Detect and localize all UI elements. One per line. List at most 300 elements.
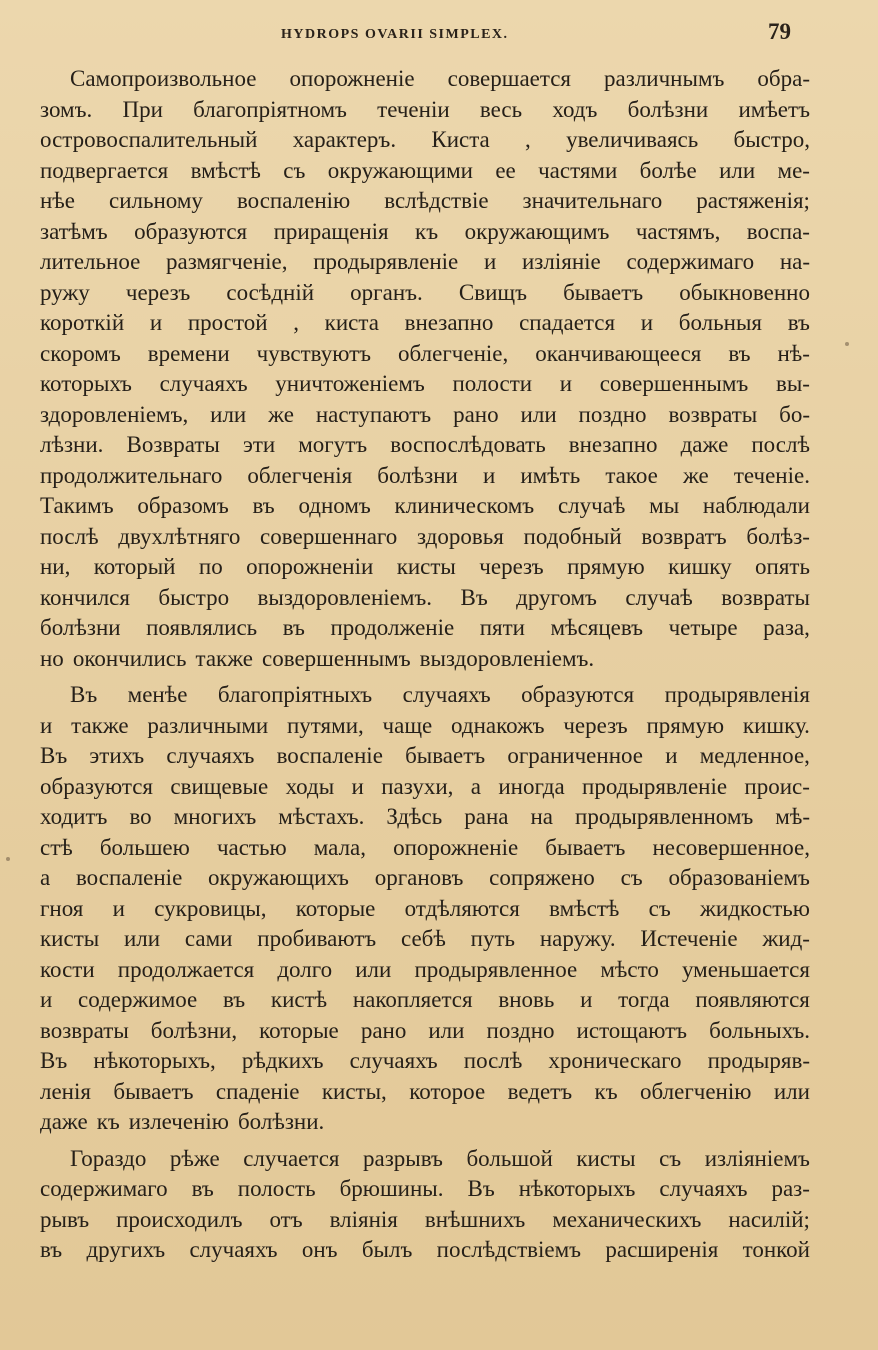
word: черезъ [563,712,628,738]
word: совершеннымъ [262,645,411,671]
text-line [40,613,810,644]
word: подвергается [40,157,169,183]
word: онъ [301,1237,338,1262]
word: однакожъ [451,712,545,738]
word: ружу [40,279,90,305]
word: продырявленія [664,682,810,707]
word: Въ [70,682,98,707]
word: которые [259,1017,339,1043]
word: органовъ [374,865,464,890]
word: имѣть [520,462,581,488]
word: образованіемъ [668,865,810,890]
word: который [93,554,176,579]
word: ходъ [552,96,598,122]
word: частью [216,834,287,860]
word: случаѣ [557,493,626,518]
word: выздоровленіемъ. [419,645,595,671]
word: жидкостью [700,895,810,921]
word: во [129,804,152,829]
word: продолженіе [330,615,455,640]
word: чувствуютъ [256,340,372,366]
text-line [40,833,810,864]
word: иногда [498,773,565,799]
word: вновь [498,987,555,1012]
word: рѣже [169,1145,220,1171]
text-line [40,1235,810,1266]
text-line [40,552,810,583]
word: медленное, [699,743,810,768]
word: случаяхъ [402,682,491,707]
word: эти [242,432,276,457]
text-line [40,125,810,156]
word: сильному [109,188,203,213]
word: содержимаго [626,249,755,274]
word: быстро, [733,127,810,152]
word: жид- [762,926,810,951]
text-line [40,339,810,370]
word: кончился [40,584,130,610]
word: происходилъ [116,1206,243,1232]
word: болѣз- [746,523,810,549]
word: къ [96,1109,120,1134]
paragraph [40,1144,810,1266]
word: мала, [313,834,367,860]
word: или [773,1078,810,1104]
word: образуются [40,773,154,799]
word: долго [277,956,333,982]
word: и [483,249,497,274]
word: Въ [467,1176,495,1201]
word: частямъ, [635,218,721,244]
word: кисты [576,1145,636,1171]
word: въ [282,615,305,640]
word: Свищъ [458,279,527,305]
word: бываетъ [405,743,486,768]
word: случаяхъ [159,371,248,396]
word: , [525,127,531,152]
word: бываетъ [563,279,644,305]
word: къ [415,218,439,244]
word: по [198,554,223,579]
word: Такимъ [40,493,114,518]
word: болѣзни [377,462,458,488]
text-line [40,863,810,894]
text-line [40,430,810,461]
word: могутъ [298,432,368,457]
word: тонкой [742,1237,810,1262]
word: Гораздо [70,1145,147,1171]
word: мѣ- [775,804,810,829]
word: и [665,743,678,768]
word: воспаленію [236,188,351,213]
word: кисты [396,554,456,579]
word: обра- [757,66,810,91]
word: кисты [40,926,100,951]
word: спаденіе [215,1078,300,1104]
word: совершается [447,66,571,91]
word: съ [648,895,671,921]
word: несовершенное, [652,834,810,860]
word: мѣсяцевъ [550,615,644,640]
body-text [40,64,810,1272]
word: же [682,462,709,488]
word: быстро [158,584,230,610]
text-line [40,741,810,772]
word: вмѣстѣ [549,895,620,921]
word: большею [99,834,190,860]
word: черезъ [125,279,191,305]
word: послѣ [751,432,810,457]
text-line [40,772,810,803]
word: истощаютъ [576,1017,688,1043]
word: подобный [523,523,622,549]
word: прямую [646,712,725,738]
word: содержимаго [40,1176,168,1201]
word: наружу. [539,926,616,951]
word: здоровленіемъ, [40,401,189,427]
word: лѣзни. [40,432,104,457]
text-line [40,802,810,833]
word: этихъ [89,743,145,768]
word: чаще [382,712,433,738]
word: окружающихъ [208,865,349,890]
word: изліяніемъ [704,1145,810,1171]
word: болѣзни, [150,1017,238,1043]
word: различнымъ [604,66,725,91]
paragraph [40,64,810,674]
word: рано [360,1017,407,1043]
word: также [195,645,254,671]
word: и [559,371,573,396]
word: и [40,712,53,738]
word: мѣстахъ. [278,804,365,829]
word: ме- [777,157,810,183]
word: послѣ [463,1048,523,1073]
word: въ [222,987,246,1012]
text-line [40,369,810,400]
word: имѣетъ [738,96,810,122]
word: менѣе [127,682,188,707]
word: на [530,804,554,829]
text-line [40,680,810,711]
word: появлялись [146,615,258,640]
word: продырявленномъ [575,804,754,829]
word: послѣ [40,523,99,549]
text-line [40,64,810,95]
word: спадается [519,310,616,335]
text-line [40,308,810,339]
word: обыкновенно [679,279,810,305]
word: простой [187,310,268,335]
word: многихъ [173,804,257,829]
word: пробиваютъ [257,926,377,951]
word: и [351,773,364,799]
word: При [122,96,163,122]
word: продырявленіе [313,249,459,274]
word: четыре [668,615,738,640]
word: бо- [779,401,810,427]
word: Въ [460,584,488,610]
word: которые [295,895,376,921]
word: Возвраты [126,432,220,457]
word: и [149,310,163,335]
word: вмѣстѣ [190,157,261,183]
word: благопріятныхъ [217,682,373,707]
word: характеръ. [292,127,397,152]
text-line [40,1077,810,1108]
word: окружающими [327,157,473,183]
word: излеченію [128,1109,229,1134]
word: стѣ [40,834,73,860]
word: пяти [479,615,525,640]
word: въ [787,310,810,335]
word: киста [324,310,379,335]
word: себѣ [400,926,446,951]
word: и [40,987,53,1012]
word: облегченія [247,462,353,488]
word: опорожненіе [289,66,415,91]
word: облегченію [640,1078,752,1104]
word: въ [728,340,751,366]
word: образуются [521,682,635,707]
text-line [40,400,810,431]
word: уменьшается [681,956,810,982]
word: сосѣдній [226,279,315,305]
text-line [40,894,810,925]
word: нѣ- [777,340,810,366]
word: островоспалительный [40,127,258,152]
word: скоромъ [40,340,121,366]
word: путь [470,926,516,951]
word: благопріятномъ [193,96,347,122]
word: и [482,462,496,488]
word: а [40,865,51,890]
word: такое [605,462,658,488]
text-line [40,491,810,522]
word: вслѣдствіе [384,188,489,213]
word: другомъ [516,584,597,610]
word: раза, [763,615,810,640]
word: случаѣ [625,584,693,610]
word: совершеннаго [260,523,398,549]
text-line [40,1016,810,1047]
word: значительнаго [522,188,663,213]
word: окончились [72,645,187,671]
word: болѣзни [627,96,709,122]
word: продырявленное [414,956,578,982]
text-line [40,1107,810,1138]
word: приращенія [273,218,389,244]
word: накопляется [352,987,473,1012]
word: содержимое [78,987,198,1012]
running-head [0,19,878,52]
word: Здѣсь [386,804,443,829]
word: ограниченное [507,743,644,768]
word: кишку. [742,712,810,738]
word: вліянія [329,1206,398,1232]
word: образомъ [137,493,229,518]
word: уничтоженіемъ [275,371,425,396]
word: тогда [618,987,670,1012]
word: здоровья [417,523,504,549]
word: проис- [744,773,810,799]
word: весь [479,96,523,122]
text-line [40,955,810,986]
word: теченіи [377,96,450,122]
word: продырявленіе [582,773,728,799]
word: ведетъ [507,1078,573,1104]
word: продолжительнаго [40,462,223,488]
word: въ [40,1237,63,1262]
paper-speck [6,857,10,861]
text-line [40,278,810,309]
word: которыхъ [40,371,132,396]
word: отдѣляются [404,895,520,921]
word: даже [40,1109,88,1134]
word: поздно [486,1017,555,1043]
word: вы- [775,371,810,396]
word: клиническомъ [394,493,535,518]
word: Въ [40,1048,68,1073]
word: затѣмъ [40,218,108,244]
word: кистѣ [270,987,328,1012]
word: сами [184,926,233,951]
word: нѣкоторыхъ [518,1176,636,1201]
word: размягченіе, [166,249,288,274]
word: бываетъ [545,834,626,860]
word: въ [252,493,275,518]
word: различными [147,712,269,738]
word: опять [755,554,810,579]
text-line [40,1046,810,1077]
word: путями, [287,712,364,738]
word: раз- [771,1176,810,1201]
paragraph [40,680,810,1138]
word: и [640,310,654,335]
word: внѣшнихъ [424,1206,526,1232]
word: полость [237,1176,316,1201]
word: возвратъ [641,523,727,549]
word: или [355,956,392,982]
word: болѣе [639,157,697,183]
word: Самопроизвольное [70,66,257,91]
word: зомъ. [40,96,93,122]
word: возвраты [721,584,810,610]
word: мы [649,493,680,518]
word: рѣдкихъ [241,1048,324,1073]
text-line [40,924,810,955]
word: кисты, [321,1078,387,1104]
word: растяженія; [696,188,810,213]
word: внезапно [568,432,658,457]
word: сукровицы, [154,895,267,921]
word: съ [283,157,306,183]
word: большой [466,1145,553,1171]
word: времени [147,340,230,366]
word: одномъ [298,493,371,518]
word: случается [243,1145,340,1171]
word: наблюдали [702,493,810,518]
word: отъ [269,1206,303,1232]
word: двухлѣтняго [118,523,241,549]
word: ходитъ [40,804,108,829]
word: нѣкоторыхъ, [93,1048,216,1073]
word: ходы [285,773,335,799]
word: частями [538,157,618,183]
word: случаяхъ [166,743,255,768]
word: рывъ [40,1206,90,1232]
page-number: 79 [768,19,791,44]
word: на- [779,249,810,274]
word: Истеченіе [640,926,738,951]
word: ни, [40,554,71,579]
word: послѣдствіемъ [436,1237,582,1262]
word: механическихъ [552,1206,702,1232]
word: совершеннымъ [599,371,749,396]
word: увеличиваясь [566,127,699,152]
running-head-title: HYDROPS OVARII SIMPLEX. [281,27,509,42]
word: теченіе. [733,462,810,488]
word: наступаютъ [315,401,432,427]
word: черезъ [479,554,544,579]
word: окружающимъ [464,218,610,244]
word: опорожненіе [393,834,519,860]
word: Киста [431,127,490,152]
word: болѣзни [40,615,121,640]
text-line [40,985,810,1016]
word: появляются [695,987,810,1012]
text-line [40,461,810,492]
word: случаяхъ [659,1176,748,1201]
word: даже [680,432,729,457]
word: и [112,895,125,921]
word: рана [464,804,509,829]
word: разрывъ [363,1145,443,1171]
word: въ [191,1176,214,1201]
word: хроническаго [548,1048,682,1073]
word: нѣе [40,188,76,213]
text-line [40,186,810,217]
word: случаяхъ [349,1048,438,1073]
text-line [40,217,810,248]
word: внезапно [404,310,494,335]
word: къ [594,1078,618,1104]
word: сопряжено [489,865,595,890]
word: воспаленіе [75,865,183,890]
word: гноя [40,895,84,921]
word: изліяніе [522,249,601,274]
word: оканчивающееся [535,340,702,366]
word: возвраты [40,1017,129,1043]
word: образуются [134,218,248,244]
word: воспослѣдовать [390,432,546,457]
word: ее [495,157,516,183]
word: выздоровленіемъ. [257,584,433,610]
word: поздно [578,401,647,427]
word: продолжается [117,956,255,982]
word: насилій; [728,1206,810,1232]
word: возвраты [668,401,758,427]
word: короткій [40,310,125,335]
word: Въ [40,743,68,768]
word: или [210,401,247,427]
word: прямую [567,554,645,579]
text-line [40,1205,810,1236]
word: былъ [361,1237,413,1262]
text-line [40,522,810,553]
word: или [719,157,756,183]
word: бываетъ [113,1078,194,1104]
